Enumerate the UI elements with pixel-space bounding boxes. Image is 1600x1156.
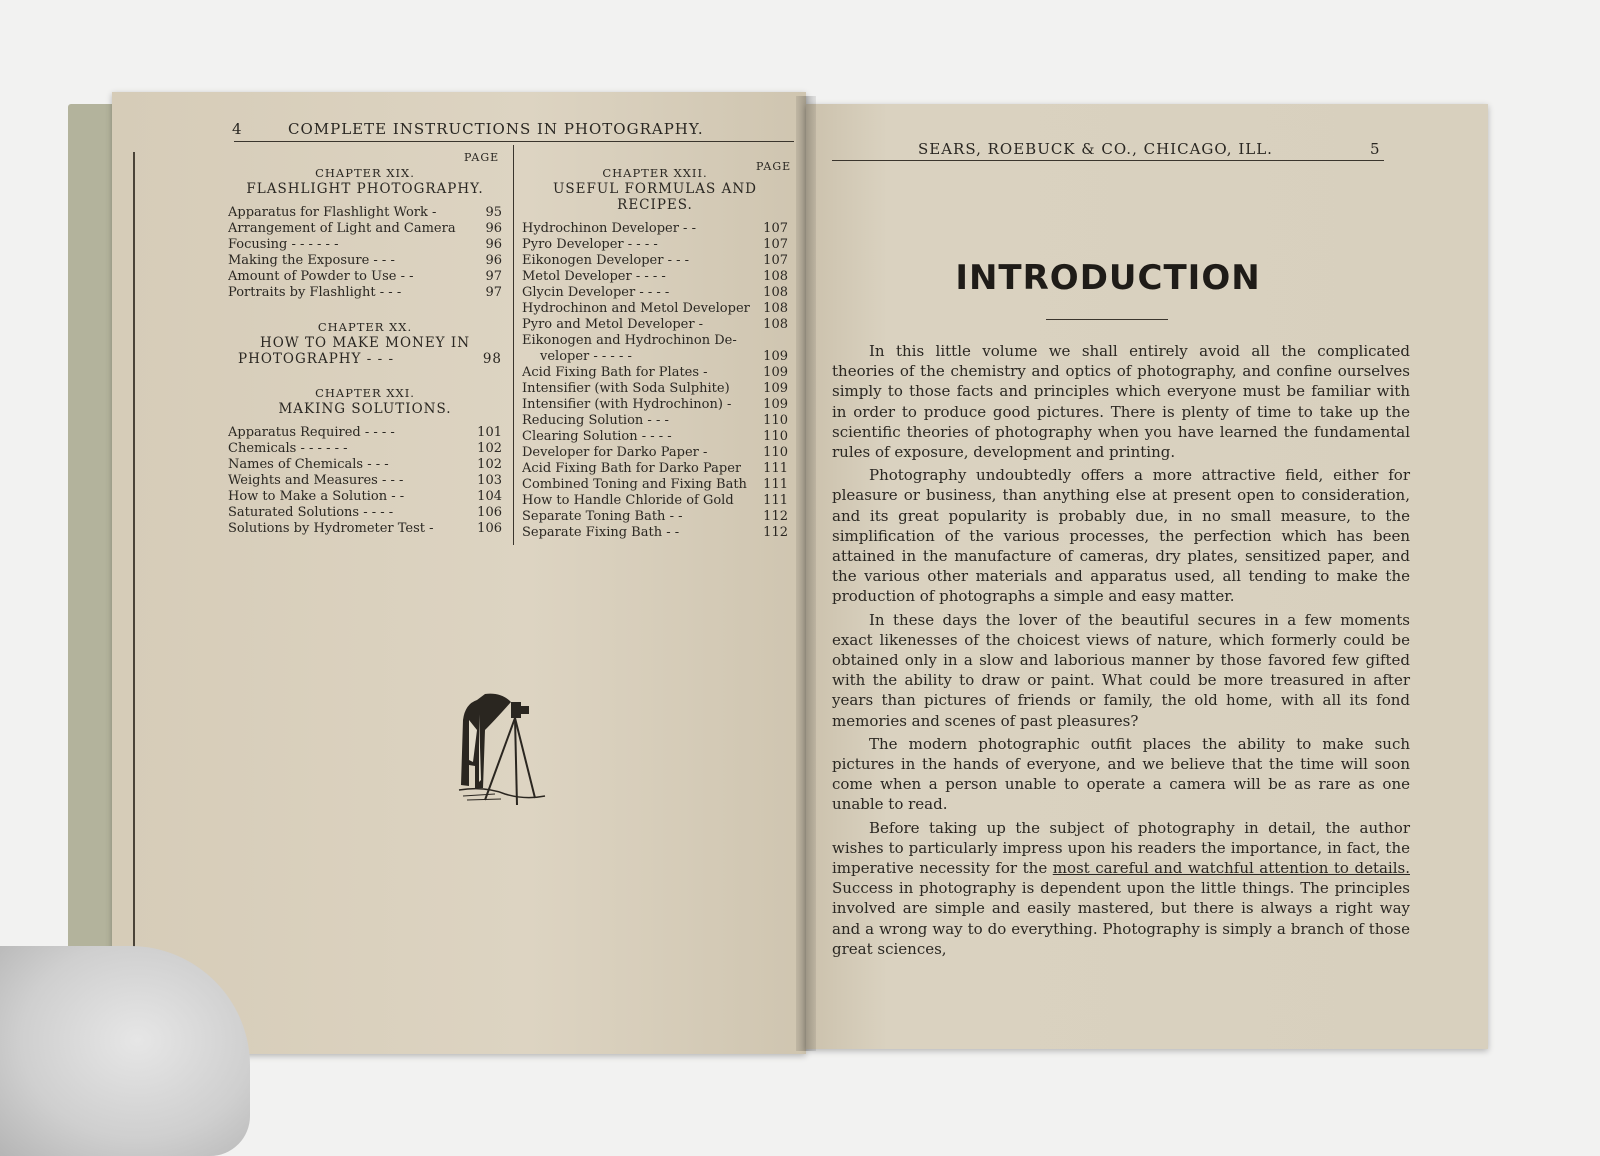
introduction-text — [832, 341, 1410, 962]
toc-entry: Portraits by Flashlight - - - 97 — [228, 285, 502, 300]
toc-entry: veloper - - - - - 109 — [540, 349, 788, 364]
chapter-number: CHAPTER XXI. — [315, 386, 415, 400]
header-rule — [832, 160, 1384, 161]
book-gutter — [796, 96, 816, 1051]
chapter-number: CHAPTER XIX. — [315, 166, 415, 180]
toc-entry: Acid Fixing Bath for Darko Paper 111 — [522, 461, 788, 476]
chapter-title: USEFUL FORMULAS AND — [553, 181, 757, 197]
toc-entry: Names of Chemicals - - - 102 — [228, 457, 502, 472]
chapter-title: FLASHLIGHT PHOTOGRAPHY. — [246, 181, 484, 197]
underlined-phrase: most careful and watchful attention to details. — [1052, 859, 1410, 878]
toc-entry: How to Handle Chloride of Gold 111 — [522, 493, 788, 508]
chapter-number: CHAPTER XXII. — [602, 166, 708, 180]
toc-entry: PHOTOGRAPHY - - - 98 — [238, 351, 502, 367]
toc-entry: Weights and Measures - - - 103 — [228, 473, 502, 488]
toc-entry: Developer for Darko Paper - 110 — [522, 445, 788, 460]
toc-entry: Amount of Powder to Use - - 97 — [228, 269, 502, 284]
contents-right-column — [522, 165, 788, 541]
camera-tripod-illustration — [455, 690, 575, 820]
chapter-title: HOW TO MAKE MONEY IN — [259, 335, 471, 351]
toc-entry: Intensifier (with Hydrochinon) - 109 — [522, 397, 788, 412]
toc-entry: Metol Developer - - - - 108 — [522, 269, 788, 284]
toc-entry: Saturated Solutions - - - - 106 — [228, 505, 502, 520]
page-edge-line — [133, 152, 135, 1032]
chapter-number: CHAPTER XX. — [317, 320, 413, 334]
page-label: PAGE — [756, 160, 792, 173]
header-rule — [234, 141, 794, 142]
left-running-head: COMPLETE INSTRUCTIONS IN PHOTOGRAPHY. — [288, 120, 704, 138]
column-divider — [513, 145, 514, 545]
page-label: PAGE — [464, 151, 500, 164]
toc-entry: Hydrochinon Developer - - 107 — [522, 221, 788, 236]
toc-entry: Eikonogen Developer - - - 107 — [522, 253, 788, 268]
chapter-title: MAKING SOLUTIONS. — [278, 401, 452, 417]
toc-entry: Arrangement of Light and Camera 96 — [228, 221, 502, 236]
right-running-head: SEARS, ROEBUCK & CO., CHICAGO, ILL. — [918, 140, 1273, 158]
toc-entry: Pyro Developer - - - - 107 — [522, 237, 788, 252]
page-title: INTRODUCTION — [955, 258, 1261, 298]
toc-entry: Separate Fixing Bath - - 112 — [522, 525, 788, 540]
toc-entry: Separate Toning Bath - - 112 — [522, 509, 788, 524]
toc-entry: Glycin Developer - - - - 108 — [522, 285, 788, 300]
paragraph: Photography undoubtedly offers a more attractive field, either for pleasure or business, than anything else at present open to consideration, and its great popularity is probably due, in no small measure, to the simplification of the various processes, the perfection which has been attained in the manufacture of cameras, dry plates, sensitized paper, and the various other materials and apparatus used, all tending to make the production of photographs a simple and easy matter. — [832, 466, 1410, 606]
toc-entry: Clearing Solution - - - - 110 — [522, 429, 788, 444]
toc-entry: Solutions by Hydrometer Test - 106 — [228, 521, 502, 536]
toc-entry: Apparatus for Flashlight Work - 95 — [228, 205, 502, 220]
right-page-number: 5 — [1370, 140, 1381, 158]
chapter-title-cont: RECIPES. — [617, 197, 693, 213]
paragraph: The modern photographic outfit places the ability to make such pictures in the hands of everyone, and we believe that the time will soon come when a person unable to operate a camera will be as rare as one unable to read. — [832, 734, 1410, 814]
toc-entry: Intensifier (with Soda Sulphite) 109 — [522, 381, 788, 396]
toc-entry: Focusing - - - - - - 96 — [228, 237, 502, 252]
contents-left-column — [228, 165, 502, 537]
title-rule — [1046, 319, 1168, 320]
toc-entry: Pyro and Metol Developer - 108 — [522, 317, 788, 332]
toc-entry: Making the Exposure - - - 96 — [228, 253, 502, 268]
toc-entry: Combined Toning and Fixing Bath 111 — [522, 477, 788, 492]
left-page-number: 4 — [232, 120, 243, 138]
toc-entry: Reducing Solution - - - 110 — [522, 413, 788, 428]
paragraph: In these days the lover of the beautiful secures in a few moments exact likenesses of the choicest views of nature, which formerly could be obtained only in a slow and laborious manner by those favored few gifted with the ability to draw or paint. What could be more treasured in after years than pictures of friends or family, the old home, with all its fond memories and scenes of past pleasures? — [832, 610, 1410, 730]
toc-entry: Apparatus Required - - - - 101 — [228, 425, 502, 440]
toc-entry: Chemicals - - - - - - 102 — [228, 441, 502, 456]
toc-entry: Eikonogen and Hydrochinon De- — [522, 333, 737, 348]
toc-entry: Hydrochinon and Metol Developer 108 — [522, 301, 788, 316]
paragraph: In this little volume we shall entirely avoid all the complicated theories of the chemistry and optics of photography, and confine ourselves simply to those facts and principles which everyone must be familiar with in order to produce good pictures. There is plenty of time to take up the scientific theories of photography when you have learned the fundamental rules of exposure, development and printing. — [832, 342, 1410, 462]
paragraph: Before taking up the subject of photography in detail, the author wishes to particularly impress upon his readers the importance, in fact, the imperative necessity for the most careful and watchful attention to details. Success in photography is dependent upon the little things. The principles involved are simple and easily mastered, but there is always a right way and a wrong way to do everything. Photography is simply a branch of those great sciences, — [832, 818, 1410, 958]
toc-entry: How to Make a Solution - - 104 — [228, 489, 502, 504]
toc-entry: Acid Fixing Bath for Plates - 109 — [522, 365, 788, 380]
